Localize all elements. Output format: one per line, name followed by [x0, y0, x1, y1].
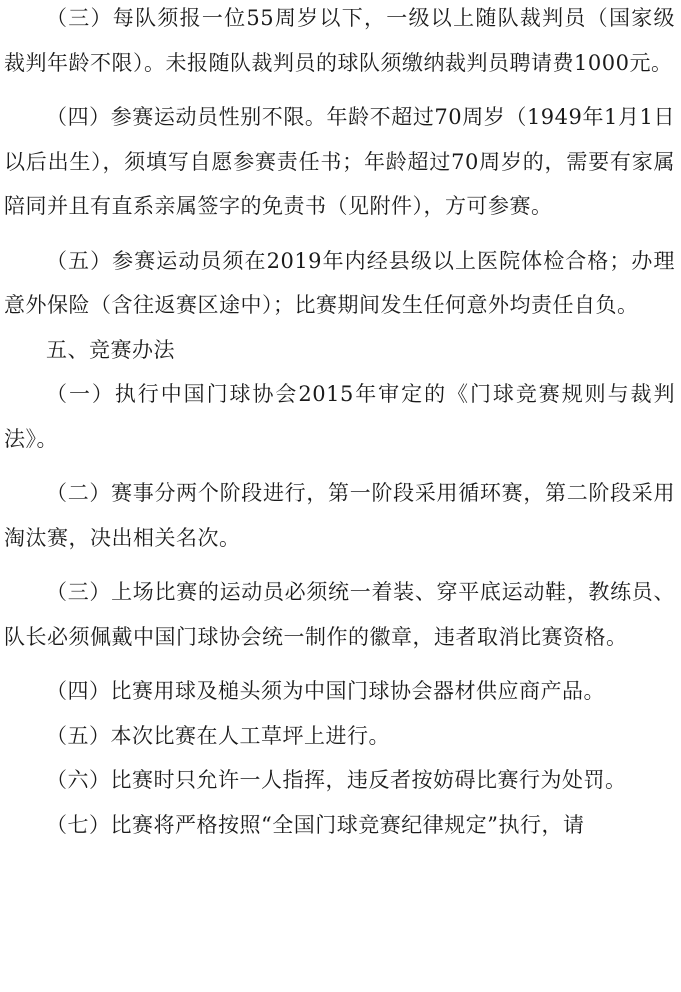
- paragraph-referee-requirement: （三）每队须报一位55周岁以下，一级以上随队裁判员（国家级裁判年龄不限）。未报随队裁判员的球队须缴纳裁判员聘请费1000元。: [4, 6, 675, 75]
- paragraph-rules: （一）执行中国门球协会2015年审定的《门球竞赛规则与裁判法》。: [4, 382, 675, 451]
- paragraph-uniform: （三）上场比赛的运动员必须统一着装、穿平底运动鞋，教练员、队长必须佩戴中国门球协会统一制作的徽章，违者取消比赛资格。: [4, 580, 675, 649]
- paragraph-turf: （五）本次比赛在人工草坪上进行。: [46, 723, 390, 748]
- section-heading-competition-method: 五、竞赛办法: [46, 337, 175, 362]
- paragraph-stages: （二）赛事分两个阶段进行，第一阶段采用循环赛，第二阶段采用淘汰赛，决出相关名次。: [4, 481, 675, 550]
- paragraph-commander: （六）比赛时只允许一人指挥，违反者按妨碍比赛行为处罚。: [46, 768, 627, 792]
- paragraph-medical-insurance: （五）参赛运动员须在2019年内经县级以上医院体检合格；办理意外保险（含往返赛区途中）；比赛期间发生任何意外均责任自负。: [4, 248, 675, 317]
- paragraph-discipline: （七）比赛将严格按照“全国门球竞赛纪律规定”执行，请: [46, 812, 585, 837]
- paragraph-equipment: （四）比赛用球及槌头须为中国门球协会器材供应商产品。: [46, 679, 605, 703]
- paragraph-athlete-age: （四）参赛运动员性别不限。年龄不超过70周岁（1949年1月1日以后出生），须填写自愿参赛责任书；年龄超过70周岁的，需要有家属陪同并且有直系亲属签字的免责书（见附件），方可参赛。: [4, 105, 675, 218]
